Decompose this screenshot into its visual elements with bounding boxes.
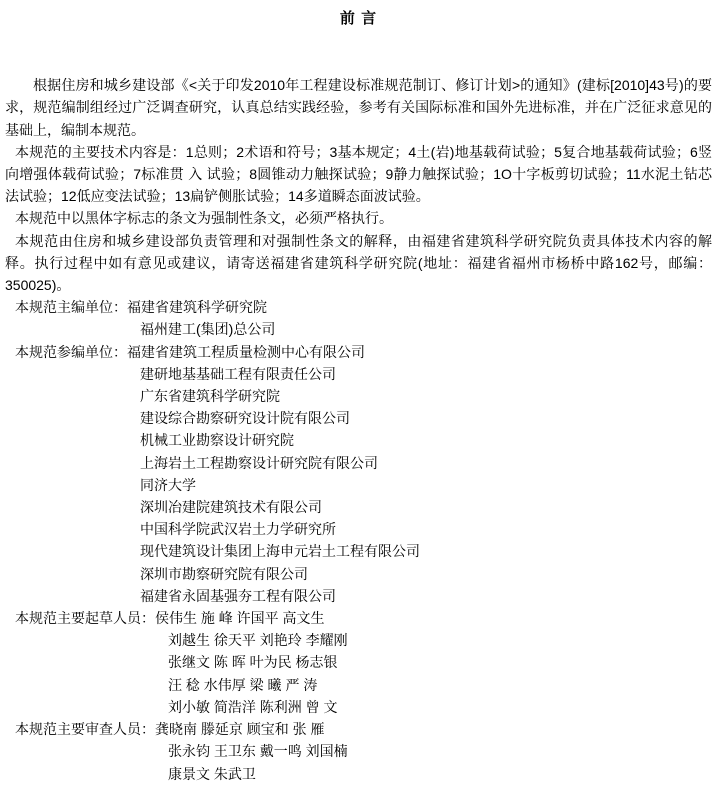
person-names: 侯伟生 施 峰 许国平 高文生	[155, 610, 325, 627]
section-main-reviewers	[5, 718, 712, 785]
continuation-line: 汪 稔 水伟厚 梁 曦 严 涛	[168, 676, 318, 693]
continuation-line: 康景文 朱武卫	[168, 765, 256, 782]
section-first-line	[5, 607, 712, 629]
continuation-line: 刘小敏 简浩洋 陈利洲 曾 文	[168, 698, 338, 715]
section-main-drafters	[5, 607, 712, 718]
continuation-line: 建设综合勘察研究设计院有限公司	[140, 410, 350, 427]
continuation-line: 深圳冶建院建筑技术有限公司	[140, 499, 322, 516]
section-continuation	[5, 740, 712, 784]
section-first-line	[5, 296, 712, 318]
continuation-line: 福州建工(集团)总公司	[140, 321, 276, 338]
continuation-line: 同济大学	[140, 476, 196, 493]
unit-name: 福建省建筑工程质量检测中心有限公司	[127, 343, 365, 360]
continuation-line: 机械工业勘察设计研究院	[140, 432, 294, 449]
section-chief-editing-unit	[5, 296, 712, 340]
continuation-line: 中国科学院武汉岩土力学研究所	[140, 521, 336, 538]
unit-name: 福建省建筑科学研究院	[127, 299, 267, 316]
paragraph-mandatory-provisions: 本规范中以黑体字标志的条文为强制性条文，必须严格执行。	[15, 210, 393, 227]
section-label: 本规范主要起草人员：	[15, 610, 155, 627]
section-first-line	[5, 718, 712, 740]
paragraph-basis: 根据住房和城乡建设部《<关于印发2010年工程建设标准规范制订、修订计划>的通知》(建标[2010]43号)的要求，规范编制组经过广泛调查研究，认真总结实践经验，参考有关国际标准和国外先进标准，并在广泛征求意见的基础上，编制本规范。	[5, 77, 712, 138]
continuation-line: 深圳市勘察研究院有限公司	[140, 565, 308, 582]
section-first-line	[5, 341, 712, 363]
paragraph-technical-contents: 本规范的主要技术内容是：1总则；2术语和符号；3基本规定；4土(岩)地基载荷试验；5复合地基载荷试验；6竖向增强体载荷试验；7标准贯 入 试验；8圆锥动力触探试验；9静力触探试验；1O十字板剪切试验；11水泥土钻芯法试验；12低应变法试验；13扁铲侧胀试验；14多道瞬态面波试验。	[5, 143, 712, 205]
section-participating-units	[5, 341, 712, 607]
page-title: 前 言	[339, 10, 378, 27]
section-continuation	[5, 629, 712, 718]
continuation-line: 现代建筑设计集团上海申元岩土工程有限公司	[140, 543, 420, 560]
section-continuation	[5, 318, 712, 340]
continuation-line: 广东省建筑科学研究院	[140, 388, 280, 405]
section-label: 本规范主要审查人员：	[15, 721, 155, 738]
section-continuation	[5, 363, 712, 607]
continuation-line: 张继文 陈 晖 叶为民 杨志银	[168, 654, 338, 671]
continuation-line: 张永钧 王卫东 戴一鸣 刘国楠	[168, 743, 348, 760]
continuation-line: 建研地基基础工程有限责任公司	[140, 365, 336, 382]
section-label: 本规范参编单位：	[15, 343, 127, 360]
continuation-line: 刘越生 徐天平 刘艳玲 李耀刚	[168, 632, 348, 649]
section-label: 本规范主编单位：	[15, 299, 127, 316]
continuation-line: 上海岩土工程勘察设计研究院有限公司	[140, 454, 378, 471]
continuation-line: 福建省永固基强夯工程有限公司	[140, 587, 336, 604]
person-names: 龚晓南 滕延京 顾宝和 张 雁	[155, 721, 325, 738]
paragraph-administration: 本规范由住房和城乡建设部负责管理和对强制性条文的解释，由福建省建筑科学研究院负责具体技术内容的解释。执行过程中如有意见或建议，请寄送福建省建筑科学研究院(地址：福建省福州市杨桥中路162号，邮编：350025)。	[5, 232, 712, 294]
